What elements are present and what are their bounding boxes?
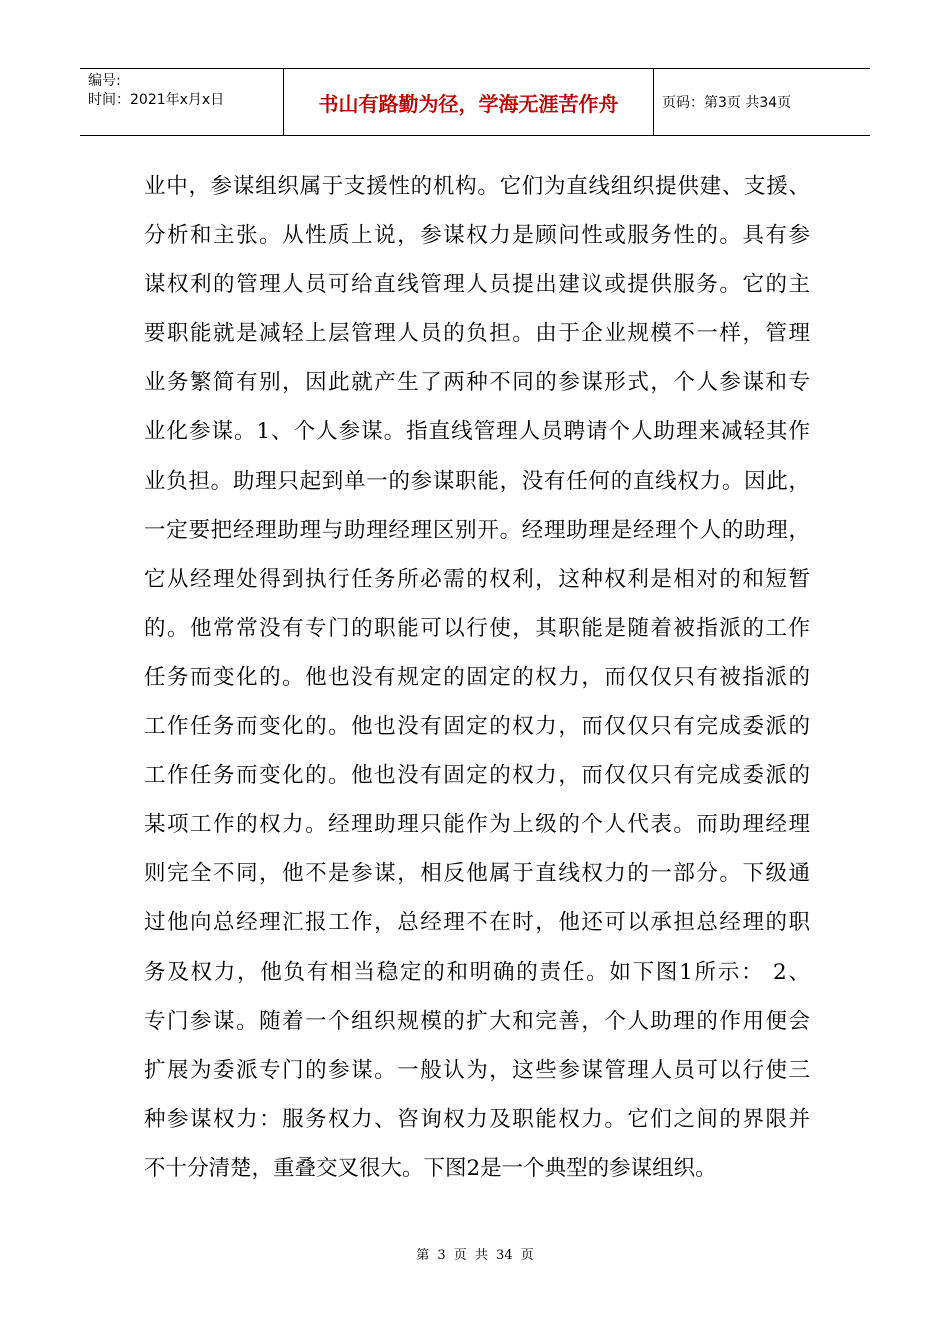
page-header (80, 68, 870, 136)
body-line: 谋权利的管理人员可给直线管理人员提出建议或提供服务。它的主 (144, 272, 810, 298)
body-line: 的。他常常没有专门的职能可以行使，其职能是随着被指派的工作 (144, 615, 810, 641)
body-line: 它从经理处得到执行任务所必需的权利，这种权利是相对的和短暂 (144, 566, 810, 592)
header-motto (284, 69, 654, 135)
body-line: 工作任务而变化的。他也没有固定的权力，而仅仅只有完成委派的 (144, 714, 810, 740)
body-line: 分析和主张。从性质上说，参谋权力是顾问性或服务性的。具有参 (144, 223, 810, 249)
body-line: 要职能就是减轻上层管理人员的负担。由于企业规模不一样，管理 (144, 321, 810, 347)
motto-text: 书山有路勤为径，学海无涯苦作舟 (318, 91, 619, 116)
footer-page-number: 第 3 页 共 34 页 (416, 1248, 534, 1263)
body-line: 种参谋权力：服务权力、咨询权力及职能权力。它们之间的界限并 (144, 1106, 810, 1132)
page-info-text: 页码：第3页 共34页 (662, 95, 792, 111)
page-footer (0, 1244, 950, 1263)
header-page-info (654, 69, 870, 135)
document-time-label: 时间：2021年x月x日 (88, 92, 225, 108)
body-line: 不十分清楚，重叠交叉很大。下图2是一个典型的参谋组织。 (144, 1155, 717, 1181)
body-line: 则完全不同，他不是参谋，相反他属于直线权力的一部分。下级通 (144, 861, 810, 887)
body-line: 某项工作的权力。经理助理只能作为上级的个人代表。而助理经理 (144, 812, 810, 838)
body-line: 专门参谋。随着一个组织规模的扩大和完善，个人助理的作用便会 (144, 1008, 810, 1034)
body-line: 工作任务而变化的。他也没有固定的权力，而仅仅只有完成委派的 (144, 763, 810, 789)
body-line: 业中，参谋组织属于支援性的机构。它们为直线组织提供建、支援、 (144, 174, 810, 199)
body-line: 过他向总经理汇报工作，总经理不在时，他还可以承担总经理的职 (144, 910, 810, 936)
body-line: 务及权力，他负有相当稳定的和明确的责任。如下图1所示： 2、 (144, 959, 810, 985)
body-line: 任务而变化的。他也没有规定的固定的权力，而仅仅只有被指派的 (144, 664, 810, 690)
document-number-label: 编号: (88, 73, 121, 89)
body-line: 业负担。助理只起到单一的参谋职能，没有任何的直线权力。因此， (144, 468, 810, 494)
body-line: 一定要把经理助理与助理经理区别开。经理助理是经理个人的助理， (144, 517, 810, 543)
body-line: 扩展为委派专门的参谋。一般认为，这些参谋管理人员可以行使三 (144, 1057, 810, 1083)
body-line: 业务繁简有别，因此就产生了两种不同的参谋形式，个人参谋和专 (144, 370, 810, 396)
document-body (144, 162, 810, 1193)
header-meta (80, 69, 284, 135)
body-line: 业化参谋。1、个人参谋。指直线管理人员聘请个人助理来减轻其作 (144, 419, 810, 445)
